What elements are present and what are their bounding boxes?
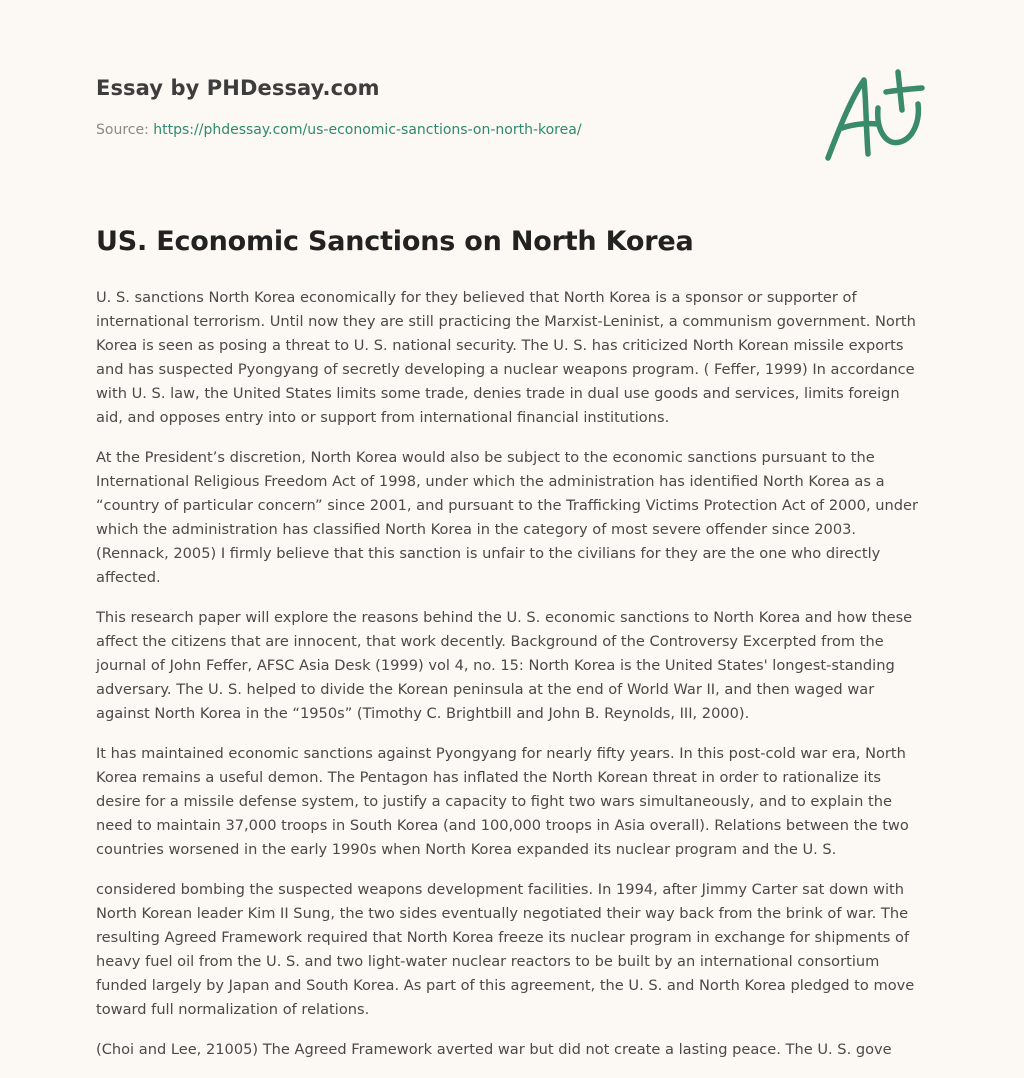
- essay-body: [96, 286, 930, 1078]
- essay-paragraph: This research paper will explore the reasons behind the U. S. economic sanctions to North Korea and how these affect the citizens that are innocent, that work decently. Background of the Controversy Excerpted from the journal of John Feffer, AFSC Asia Desk (1999) vol 4, no. 15: North Korea is the United States' longest-standing adversary. The U. S. helped to divide the Korean peninsula at the end of World War II, and then waged war against North Korea in the “1950s” (Timothy C. Brightbill and John B. Reynolds, III, 2000).: [96, 609, 913, 722]
- site-title: Essay by PHDessay.com: [96, 76, 380, 100]
- source-label: Source:: [96, 122, 149, 138]
- essay-paragraph: U. S. sanctions North Korea economically for they believed that North Korea is a sponsor or supporter of international terrorism. Until now they are still practicing the Marxist-Leninist, a communism government. North Korea is seen as posing a threat to U. S. national security. The U. S. has criticized North Korean missile exports and has suspected Pyongyang of secretly developing a nuclear weapons program. ( Feffer, 1999) In accordance with U. S. law, the United States limits some trade, denies trade in dual use goods and services, limits foreign aid, and opposes entry into or support from international financial institutions.: [96, 289, 916, 426]
- essay-paragraph: (Choi and Lee, 21005) The Agreed Framework averted war but did not create a lasting peace. The U. S. gove: [96, 1041, 892, 1058]
- essay-title: US. Economic Sanctions on North Korea: [96, 226, 694, 257]
- essay-paragraph: At the President’s discretion, North Korea would also be subject to the economic sanctions pursuant to the International Religious Freedom Act of 1998, under which the administration has identified North Korea as a “country of particular concern” since 2001, and pursuant to the Trafficking Victims Protection Act of 2000, under which the administration has classified North Korea in the category of most severe offender since 2003. (Rennack, 2005) I firmly believe that this sanction is unfair to the civilians for they are the one who directly affected.: [96, 449, 918, 586]
- source-line: [96, 122, 796, 138]
- source-link[interactable]: https://phdessay.com/us-economic-sanctions-on-north-korea/: [153, 122, 582, 138]
- essay-paragraph: considered bombing the suspected weapons development facilities. In 1994, after Jimmy Carter sat down with North Korean leader Kim II Sung, the two sides eventually negotiated their way back from the brink of war. The resulting Agreed Framework required that North Korea freeze its nuclear program in exchange for shipments of heavy fuel oil from the U. S. and two light-water nuclear reactors to be built by an international consortium funded largely by Japan and South Korea. As part of this agreement, the U. S. and North Korea pledged to move toward full normalization of relations.: [96, 881, 915, 1018]
- a-plus-logo-icon: [822, 66, 928, 166]
- essay-paragraph: It has maintained economic sanctions against Pyongyang for nearly fifty years. In this post-cold war era, North Korea remains a useful demon. The Pentagon has inflated the North Korean threat in order to rationalize its desire for a missile defense system, to justify a capacity to fight two wars simultaneously, and to explain the need to maintain 37,000 troops in South Korea (and 100,000 troops in Asia overall). Relations between the two countries worsened in the early 1990s when North Korea expanded its nuclear program and the U. S.: [96, 745, 909, 858]
- essay-header: [96, 76, 796, 138]
